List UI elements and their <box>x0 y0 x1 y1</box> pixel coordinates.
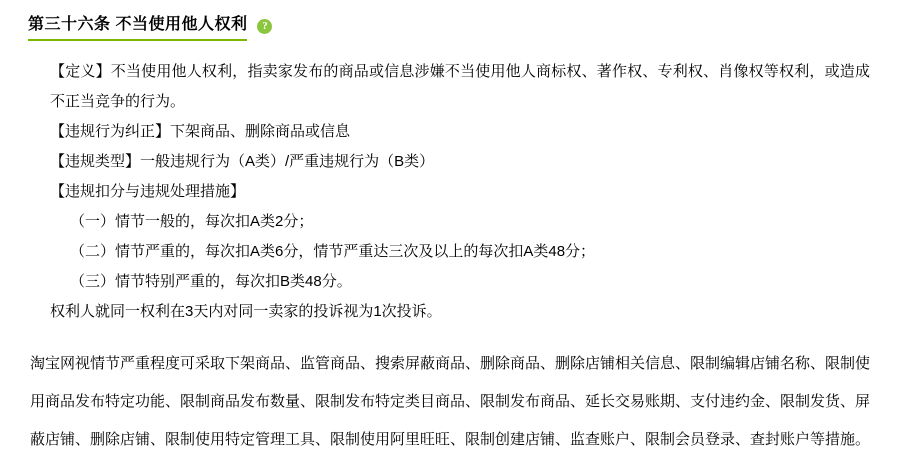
complaint-note-paragraph: 权利人就同一权利在3天内对同一卖家的投诉视为1次投诉。 <box>50 303 442 320</box>
penalty-item: （一）情节一般的，每次扣A类2分； <box>70 213 314 230</box>
penalty-item: （三）情节特别严重的，每次扣B类48分。 <box>70 273 352 290</box>
page-title-row <box>0 0 900 41</box>
penalty-header: 【违规扣分与违规处理措施】 <box>50 183 246 200</box>
article-body <box>0 41 900 327</box>
correction-paragraph: 【违规行为纠正】下架商品、删除商品或信息 <box>50 123 351 140</box>
page-title: 第三十六条 不当使用他人权利 <box>28 14 247 41</box>
measures-paragraph: 淘宝网视情节严重程度可采取下架商品、监管商品、搜索屏蔽商品、删除商品、删除店铺相关信息、限制编辑店铺名称、限制使用商品发布特定功能、限制商品发布数量、限制发布特定类目商品、限制发布商品、延长交易账期、支付违约金、限制发货、屏蔽店铺、删除店铺、限制使用特定管理工具、限制使用阿里旺旺、限制创建店铺、监查账户、限制会员登录、查封账户等措施。 <box>30 355 871 448</box>
penalty-item: （二）情节严重的，每次扣A类6分，情节严重达三次及以上的每次扣A类48分； <box>70 243 596 260</box>
definition-paragraph: 【定义】不当使用他人权利，指卖家发布的商品或信息涉嫌不当使用他人商标权、著作权、专利权、肖像权等权利，或造成不正当竞争的行为。 <box>50 63 870 110</box>
violation-type-paragraph: 【违规类型】一般违规行为（A类）/严重违规行为（B类） <box>50 153 435 170</box>
help-icon[interactable]: ? <box>257 19 272 34</box>
measures-block <box>0 327 900 459</box>
